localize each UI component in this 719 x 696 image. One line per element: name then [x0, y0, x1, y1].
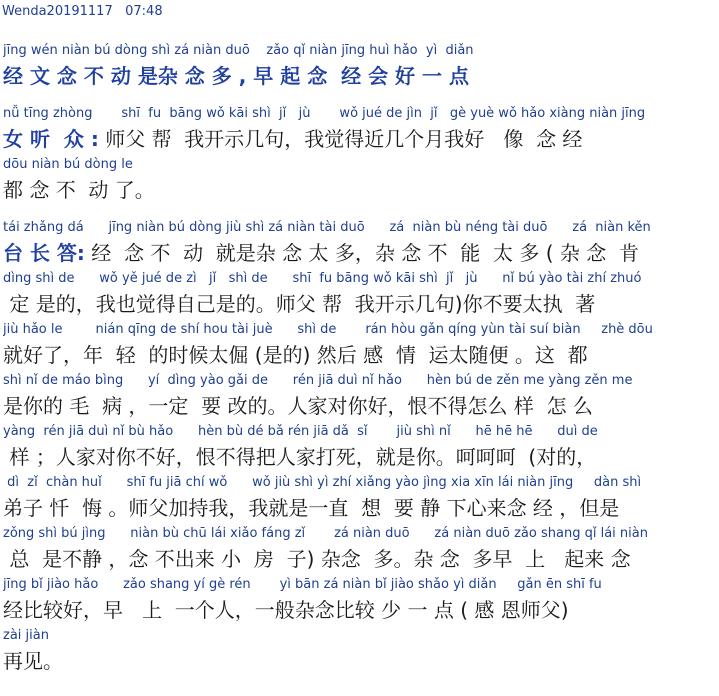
answer-text-line [3, 546, 719, 572]
answer-text-line [3, 240, 719, 266]
answer-text: 经比较好，早 上 一个人，一般杂念比较 少 一 点 ( 感 恩师父) [3, 598, 569, 622]
answer-text: 弟子 忏 悔 。师父加持我，我就是一直 想 要 静 下心来念 经 ，但是 [3, 496, 620, 520]
post-time: 07:48 [125, 4, 163, 19]
answer-pinyin-line: shì nǐ de máo bìng yí dìng yào gǎi de rén jiā duì nǐ hǎo hèn bú de zěn me yàng zěn me [3, 373, 633, 388]
answer-text: 总 是不静 ，念 不出来 小 房 子) 杂念 多。杂 念 多早 上 起来 念 [3, 547, 631, 571]
answer-pinyin-line: dì zǐ chàn huǐ shī fu jiā chí wǒ wǒ jiù shì yì zhí xiǎng yào jìng xia xīn lái niàn jīng dàn shì [3, 475, 642, 490]
answer-text-line [3, 342, 719, 368]
question-block [3, 101, 719, 203]
answer-text-line [3, 495, 719, 521]
post-author: Wenda20191117 [2, 4, 113, 19]
title-block [3, 38, 719, 89]
answer-pinyin-line: dìng shì de wǒ yě jué de zì jǐ shì de shī fu bāng wǒ kāi shì jǐ jù nǐ bú yào tài zhí zhuó [3, 271, 642, 286]
answer-pinyin-line: yàng rén jiā duì nǐ bù hǎo hèn bù dé bǎ rén jiā dǎ sǐ jiù shì nǐ hē hē hē duì de [3, 424, 598, 439]
answer-text: 再见。 [3, 649, 63, 673]
title-pinyin: jīng wén niàn bú dòng shì zá niàn duō zǎo qǐ niàn jīng huì hǎo yì diǎn [3, 43, 474, 58]
answer-text: 经 念 不 动 就是杂 念 太 多，杂 念 不 能 太 多 ( 杂 念 肯 [84, 241, 639, 265]
answer-text-line [3, 291, 719, 317]
answer-text: 样 ；人家对你不好，恨不得把人家打死，就是你。呵呵呵 (对的， [3, 445, 597, 469]
answer-text-line [3, 444, 719, 470]
question-text: 师父 帮 我开示几句，我觉得近几个月我好 像 念 经 [98, 127, 583, 151]
transcript-body [3, 38, 719, 674]
speaker-label: 台 长 答: [3, 241, 85, 265]
post-meta [2, 3, 163, 21]
answer-pinyin-line: zǒng shì bú jìng niàn bù chū lái xiǎo fáng zǐ zá niàn duō zá niàn duō zǎo shang qǐ lái niàn [3, 526, 648, 541]
answer-text: 是你的 毛 病 ，一定 要 改的。人家对你好，恨不得怎么 样 怎 么 [3, 394, 593, 418]
answer-text-line [3, 648, 719, 674]
speaker-label: 女 听 众 : [3, 127, 99, 151]
answer-pinyin-line: jīng bǐ jiào hǎo zǎo shang yí gè rén yì bān zá niàn bǐ jiào shǎo yì diǎn gǎn ēn shī fu [3, 577, 602, 592]
answer-pinyin-line: jiù hǎo le nián qīng de shí hou tài juè shì de rán hòu gǎn qíng yùn tài suí biàn zhè dōu [3, 322, 653, 337]
answer-text-line [3, 597, 719, 623]
answer-text-line [3, 393, 719, 419]
answer-pinyin-line: tái zhǎng dá jīng niàn bú dòng jiù shì zá niàn tài duō zá niàn bù néng tài duō zá niàn kěn [3, 220, 651, 235]
question-text-line [3, 177, 719, 203]
answer-text: 就好了，年 轻 的时候太倔 (是的) 然后 感 情 运太随便 。这 都 [3, 343, 588, 367]
title-text: 经 文 念 不 动 是杂 念 多 , 早 起 念 经 会 好 一 点 [3, 64, 469, 88]
answer-text: 定 是的，我也觉得自己是的。师父 帮 我开示几句)你不要太执 著 [3, 292, 596, 316]
question-pinyin-line: nǚ tīng zhòng shī fu bāng wǒ kāi shì jǐ jù wǒ jué de jìn jǐ gè yuè wǒ hǎo xiàng niàn jīng [3, 106, 646, 121]
question-text-line [3, 126, 719, 152]
question-text: 都 念 不 动 了。 [3, 178, 155, 202]
answer-pinyin-line: zài jiàn [3, 628, 49, 643]
answer-block [3, 215, 719, 674]
question-pinyin-line: dōu niàn bú dòng le [3, 157, 133, 172]
